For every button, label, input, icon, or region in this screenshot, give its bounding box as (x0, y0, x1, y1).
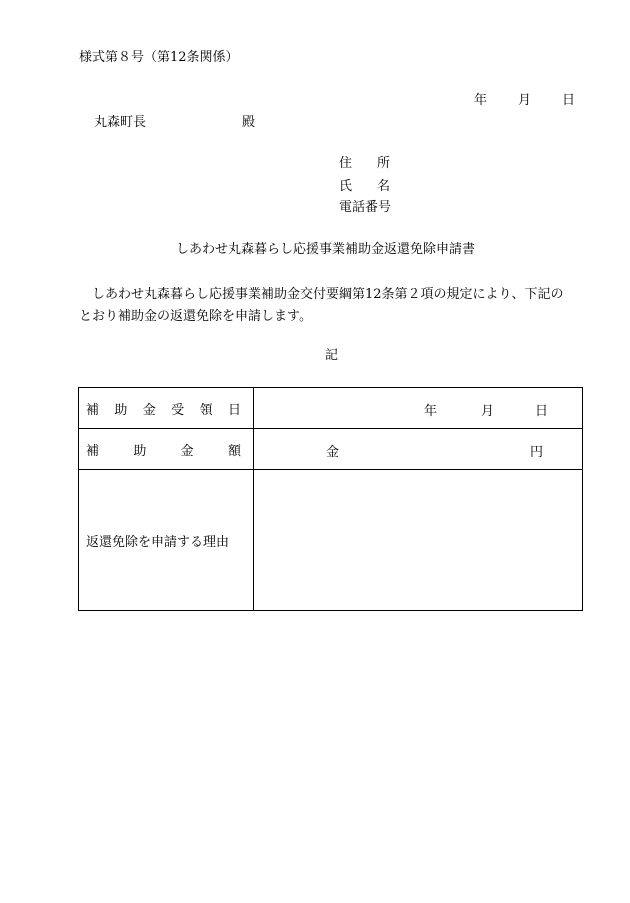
applicant-phone-label: 電話番号 (339, 200, 392, 215)
amount-suffix: 円 (530, 445, 544, 460)
exemption-reason-label: 返還免除を申請する理由 (79, 470, 254, 611)
document-title: しあわせ丸森暮らし応援事業補助金返還免除申請書 (176, 242, 476, 257)
subsidy-amount-field[interactable] (254, 429, 583, 470)
table-row (79, 388, 583, 429)
body-text (79, 284, 584, 328)
date-month-label: 月 (518, 93, 532, 108)
date-year-label: 年 (474, 93, 488, 108)
applicant-name-label: 氏 名 (339, 179, 391, 194)
received-year-label: 年 (424, 404, 438, 419)
table-row (79, 470, 583, 611)
body-line-2: とおり補助金の返還免除を申請します。 (79, 309, 312, 324)
application-table (78, 387, 583, 611)
date-day-label: 日 (562, 93, 576, 108)
addressee-honorific: 殿 (242, 115, 256, 130)
form-number: 様式第８号（第12条関係） (79, 50, 239, 65)
received-date-label: 補 助 金 受 領 日 (79, 388, 254, 429)
addressee (94, 115, 255, 131)
table-row (79, 429, 583, 470)
ki-heading: 記 (325, 348, 339, 363)
received-date-field[interactable] (254, 388, 583, 429)
applicant-address-label: 住 所 (339, 156, 391, 171)
exemption-reason-field[interactable] (254, 470, 583, 611)
submission-date-line (474, 93, 575, 109)
subsidy-amount-label: 補 助 金 額 (79, 429, 254, 470)
amount-prefix: 金 (326, 445, 340, 460)
received-day-label: 日 (535, 404, 549, 419)
body-line-1: しあわせ丸森暮らし応援事業補助金交付要綱第12条第２項の規定により、下記の (79, 287, 564, 302)
received-month-label: 月 (481, 404, 495, 419)
addressee-title: 丸森町長 (94, 115, 147, 130)
